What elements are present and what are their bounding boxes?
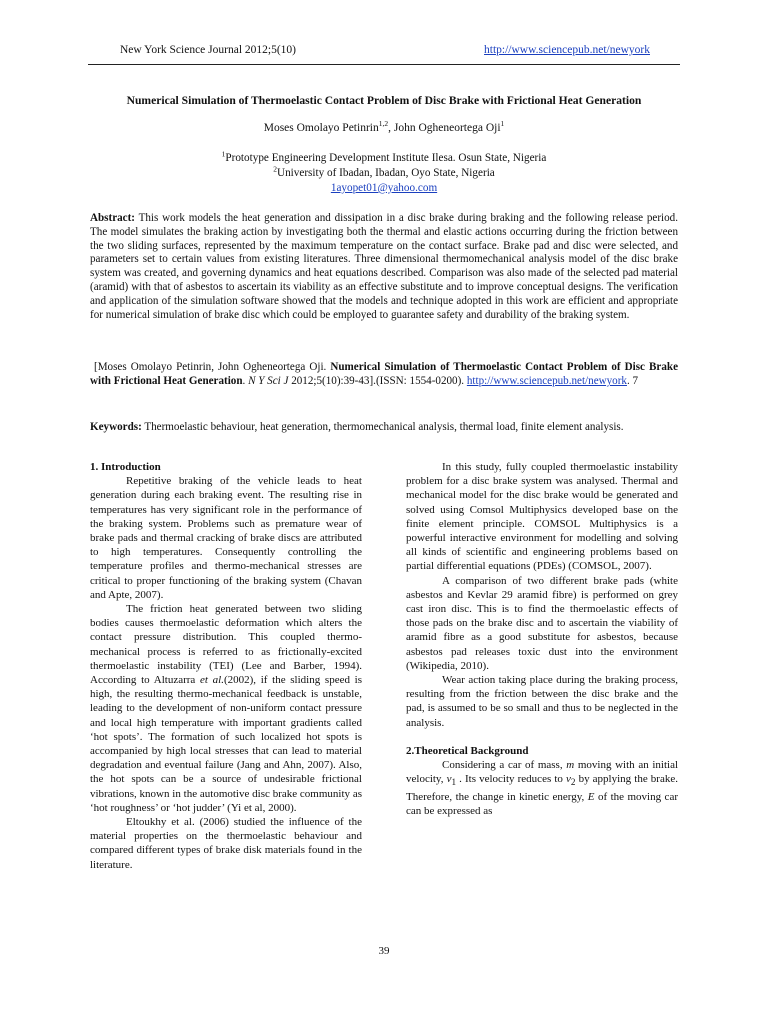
author-2-affil-mark: 1 [500,119,505,129]
abstract [90,212,678,322]
citation [90,360,678,388]
citation-authors: [Moses Omolayo Petinrin, John Ogheneortega Oji. [94,361,331,373]
theory-text-c: . Its velocity reduces to [456,773,566,786]
affiliation-2-mark: 2 [273,164,277,174]
keywords [90,420,678,434]
citation-title: Numerical Simulation of Thermoelastic Contact Problem of Disc Brake with Frictional Heat Generation [90,361,678,387]
theory-text-d: by applying the brake. Therefore, the change in kinetic energy, [406,773,678,803]
section-spacer [406,730,678,744]
theory-heading: 2.Theoretical Background [406,744,529,757]
left-column [90,460,362,872]
theory-text-a: Considering a car of mass, [442,759,567,772]
affiliation-1-text: Prototype Engineering Development Institute Ilesa. Osun State, Nigeria [225,152,547,164]
abstract-label: Abstract: [90,212,135,224]
intro-paragraph-2-part-a: The friction heat generated between two sliding bodies causes thermoelastic deformation which alters the contact pressure distribution. This coupled thermo-mechanical process is referred to as frictionally-excited thermoelastic instability (TEI) (Lee and Barber, 1994). According to Altuzarra [90,603,362,687]
running-header [120,44,650,62]
affiliation-2-text: University of Ibadan, Ibadan, Oyo State, Nigeria [276,167,495,179]
intro-paragraph-2-part-b: (2002), if the sliding speed is high, the resulting thermo-mechanical feedback is unstable, leading to the development of non-uniform contact pressure and local high temperature with important gradients called ‘hot spots’. The formation of such localized hot spots is accompanied by high local stresses that can lead to material degradation and eventual failure (Jang and Ahn, 2007). Also, the hot spots can be a source of undesirable frictional vibrations, known in the automotive disc brake community as ‘hot roughness’ or ‘hot judder’ (Yi et al, 2000). [90,674,362,814]
affiliation-1 [88,151,680,166]
intro-paragraph-5: A comparison of two different brake pads (white asbestos and Kevlar 29 aramid fibre) is performed on grey cast iron disc. This is to find the thermoelastic effects of those pads on the brake disc and to ascertain the viability of aramid fibre as a good substitute for asbestos, because asbestos pad releases toxic dust into the environment (Wikipedia, 2010). [406,574,678,672]
affiliations [88,151,680,196]
author-1: Moses Omolayo Petinrin [263,122,379,134]
citation-journal: N Y Sci J [248,375,289,387]
citation-details: 2012;5(10):39-43].(ISSN: 1554-0200). [288,375,467,387]
author-email [88,181,680,196]
theory-text-e: of the moving car can be expressed as [406,790,678,817]
author-email-link[interactable]: 1ayopet01@yahoo.com [330,182,438,194]
theory-text-b: moving with an initial velocity, [406,759,679,786]
author-separator: , [388,122,394,134]
symbol-m: m [566,759,575,772]
intro-paragraph-1: Repetitive braking of the vehicle leads to heat generation during each braking event. The resulting rise in temperatures has very significant role in the performance of the braking system. Problems such as premature wear of brake pads and thermal cracking of brake discs are attributed to high temperatures. Consequently controlling the temperature profiles and thermo-mechanical stresses are critical to proper functioning of the braking system (Chavan and Apte, 2007). [90,475,362,601]
keywords-text: Thermoelastic behaviour, heat generation, thermomechanical analysis, thermal load, finite element analysis. [141,421,624,433]
intro-paragraph-2 [90,602,362,815]
author-2: John Ogheneortega Oji [393,122,501,134]
et-al-italic: et al. [200,674,224,687]
citation-sep: . [242,375,249,387]
right-column [406,460,678,818]
symbol-E: E [587,790,595,803]
symbol-v2: v [566,773,571,786]
affiliation-1-mark: 1 [221,149,226,159]
author-list [88,119,680,134]
keywords-label: Keywords: [90,421,142,433]
intro-paragraph-6: Wear action taking place during the braking process, resulting from the friction between the disc brake and the pad, is assumed to be so small and thus to be neglected in the analysis. [406,674,678,729]
abstract-text: This work models the heat generation and dissipation in a disc brake during braking and the following release period. The model simulates the braking action by investigating both the thermal and elastic actions occurring during the friction between the two sliding surfaces, represented by the maximum temperature on the contact surface. Brake pad and disc were selected, and parameters set to certain values from existing literatures. Three dimensional thermomechanical analysis model of the disc brake system was created, and governing dynamics and heat equations described. Comparison was also made of the selected pad material (aramid) with that of asbestos to ascertain its viability as an effective substitute and to improve conceptual designs. The verification and application of the simulation software showed that the models and technique adopted in this work are efficient and appropriate for numerical simulation of brake disc which could be employed to guarantee safety and durability of the braking system. [90,212,678,321]
citation-url-link[interactable]: http://www.sciencepub.net/newyork [466,375,627,387]
introduction-heading: 1. Introduction [90,461,161,473]
symbol-v1-subscript: 1 [451,777,457,788]
author-1-affil-mark: 1,2 [378,119,389,129]
affiliation-2 [88,166,680,181]
paper-title: Numerical Simulation of Thermoelastic Contact Problem of Disc Brake with Frictional Heat Generation [126,94,642,107]
page-number: 39 [378,945,390,957]
intro-paragraph-4: In this study, fully coupled thermoelastic instability problem for a disc brake system was analysed. Thermal and mechanical model for the disc brake would be generated and solved using Comsol Multiphysics developed base on the finite element principle. COMSOL Multiphysics is a powerful interactive environment for modelling and solving all kinds of scientific and engineering problems based on partial differential equations (PDEs) (COMSOL, 2007). [406,461,678,573]
intro-paragraph-3: Eltoukhy et al. (2006) studied the influence of the material properties on the thermoelastic behaviour and compared different types of brake disk materials found in the literature. [90,816,362,871]
citation-suffix: . 7 [626,375,639,387]
symbol-v2-subscript: 2 [570,777,576,788]
header-divider [88,64,680,65]
journal-url-link[interactable]: http://www.sciencepub.net/newyork [484,44,650,56]
symbol-v1: v [446,773,452,786]
journal-name: New York Science Journal 2012;5(10) [120,44,296,56]
theory-paragraph-1 [406,758,678,818]
